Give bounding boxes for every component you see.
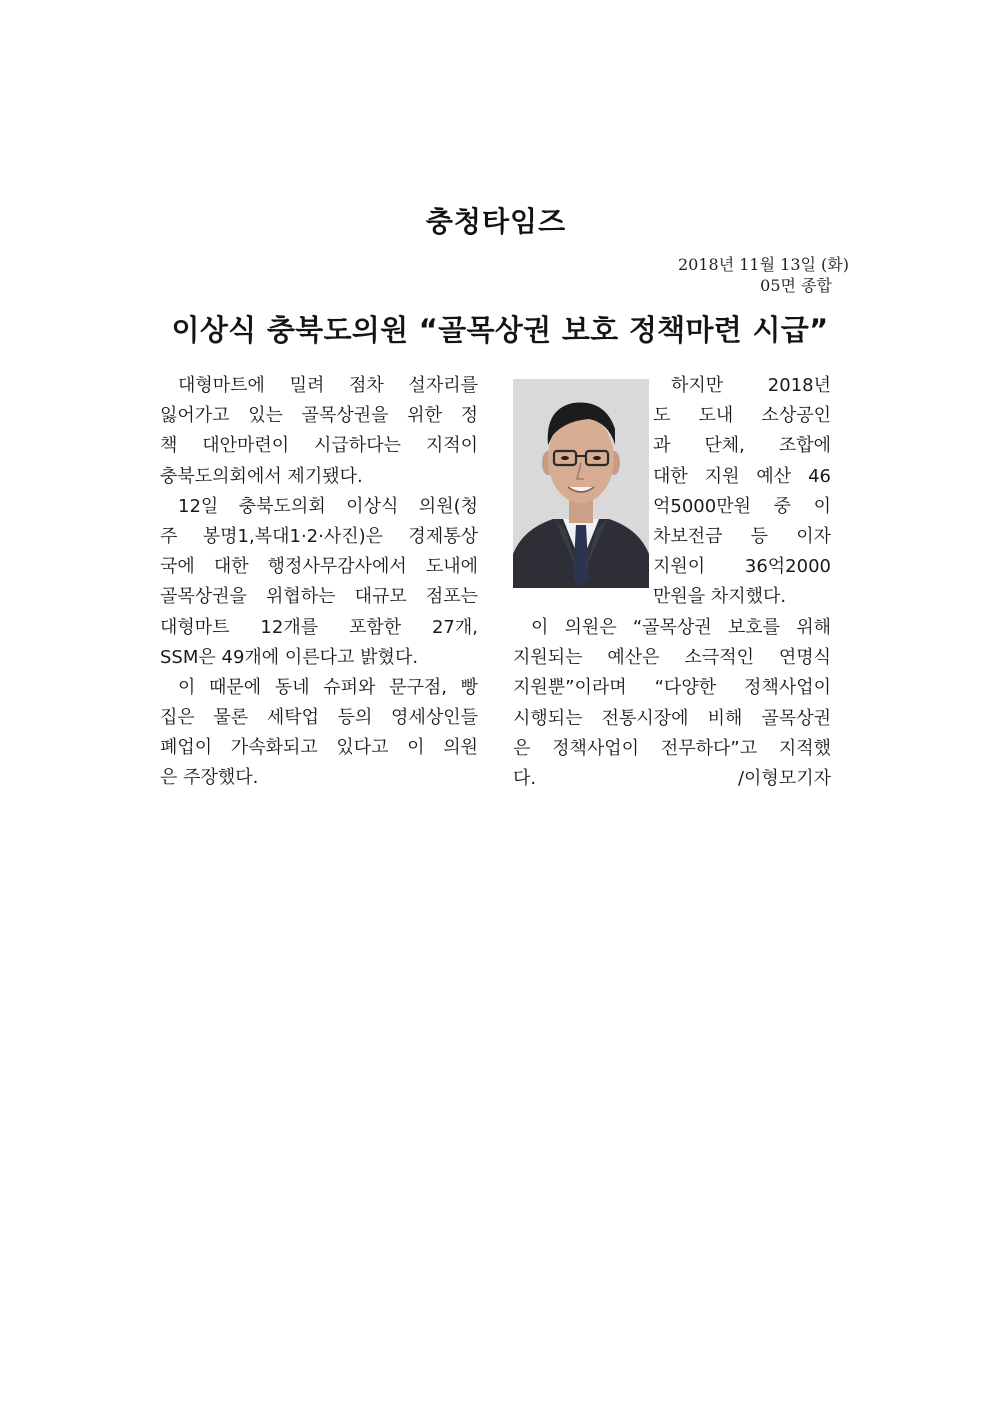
text-line: 잃어가고 있는 골목상권을 위한 정 bbox=[160, 405, 478, 427]
dateline bbox=[678, 254, 849, 296]
text-line: 국에 대한 행정사무감사에서 도내에 bbox=[160, 556, 478, 578]
text-line: 차보전금 등 이자 bbox=[653, 525, 831, 547]
text-line: 충북도의회에서 제기됐다. bbox=[160, 465, 363, 487]
portrait-illustration bbox=[513, 379, 649, 588]
text-line: 이 때문에 동네 슈퍼와 문구점, 빵 bbox=[178, 676, 478, 698]
text-line-end: 다. bbox=[513, 767, 537, 789]
text-line: 은 정책사업이 전무하다”고 지적했 bbox=[513, 737, 831, 759]
text-line: 지원뿐”이라며 “다양한 정책사업이 bbox=[513, 677, 831, 699]
portrait-photo bbox=[513, 379, 649, 588]
text-line: 지원이 36억2000 bbox=[653, 556, 831, 578]
text-line: 도 도내 소상공인 bbox=[653, 405, 831, 427]
text-line: 폐업이 가속화되고 있다고 이 의원 bbox=[160, 737, 478, 759]
text-line: 이 의원은 “골목상권 보호를 위해 bbox=[531, 617, 831, 638]
text-line-last bbox=[513, 764, 831, 794]
page-section: 05면 종합 bbox=[760, 276, 832, 295]
text-line: 대형마트에 밀려 점차 설자리를 bbox=[178, 375, 478, 396]
text-line: 대형마트 12개를 포함한 27개, bbox=[160, 616, 478, 638]
article-right-column-top bbox=[653, 371, 831, 613]
text-line: 주 봉명1,복대1·2·사진)은 경제통상 bbox=[160, 525, 478, 547]
article-right-column-bottom bbox=[513, 613, 831, 794]
byline: /이형모기자 bbox=[737, 767, 831, 789]
article-headline: 이상식 충북도의원 “골목상권 보호 정책마련 시급” bbox=[171, 313, 829, 347]
text-line: 지원되는 예산은 소극적인 연명식 bbox=[513, 647, 831, 669]
text-line: 억5000만원 중 이 bbox=[653, 495, 831, 517]
text-line: 12일 충북도의회 이상식 의원(청 bbox=[178, 495, 478, 517]
text-line: 과 단체, 조합에 bbox=[653, 435, 831, 457]
text-line: 만원을 차지했다. bbox=[653, 586, 787, 608]
masthead: 충청타임즈 bbox=[425, 205, 567, 238]
text-line: 책 대안마련이 시급하다는 지적이 bbox=[160, 435, 478, 457]
text-line: 하지만 2018년 bbox=[671, 375, 831, 396]
text-line: 대한 지원 예산 46 bbox=[653, 465, 831, 487]
text-line: 골목상권을 위협하는 대규모 점포는 bbox=[160, 586, 478, 608]
text-line: SSM은 49개에 이른다고 밝혔다. bbox=[160, 646, 419, 668]
text-line: 은 주장했다. bbox=[160, 767, 259, 789]
text-line: 집은 물론 세탁업 등의 영세상인들 bbox=[160, 707, 478, 729]
article-left-column bbox=[160, 371, 478, 794]
text-line: 시행되는 전통시장에 비해 골목상권 bbox=[513, 707, 831, 729]
publication-date: 2018년 11월 13일 (화) bbox=[677, 255, 849, 274]
